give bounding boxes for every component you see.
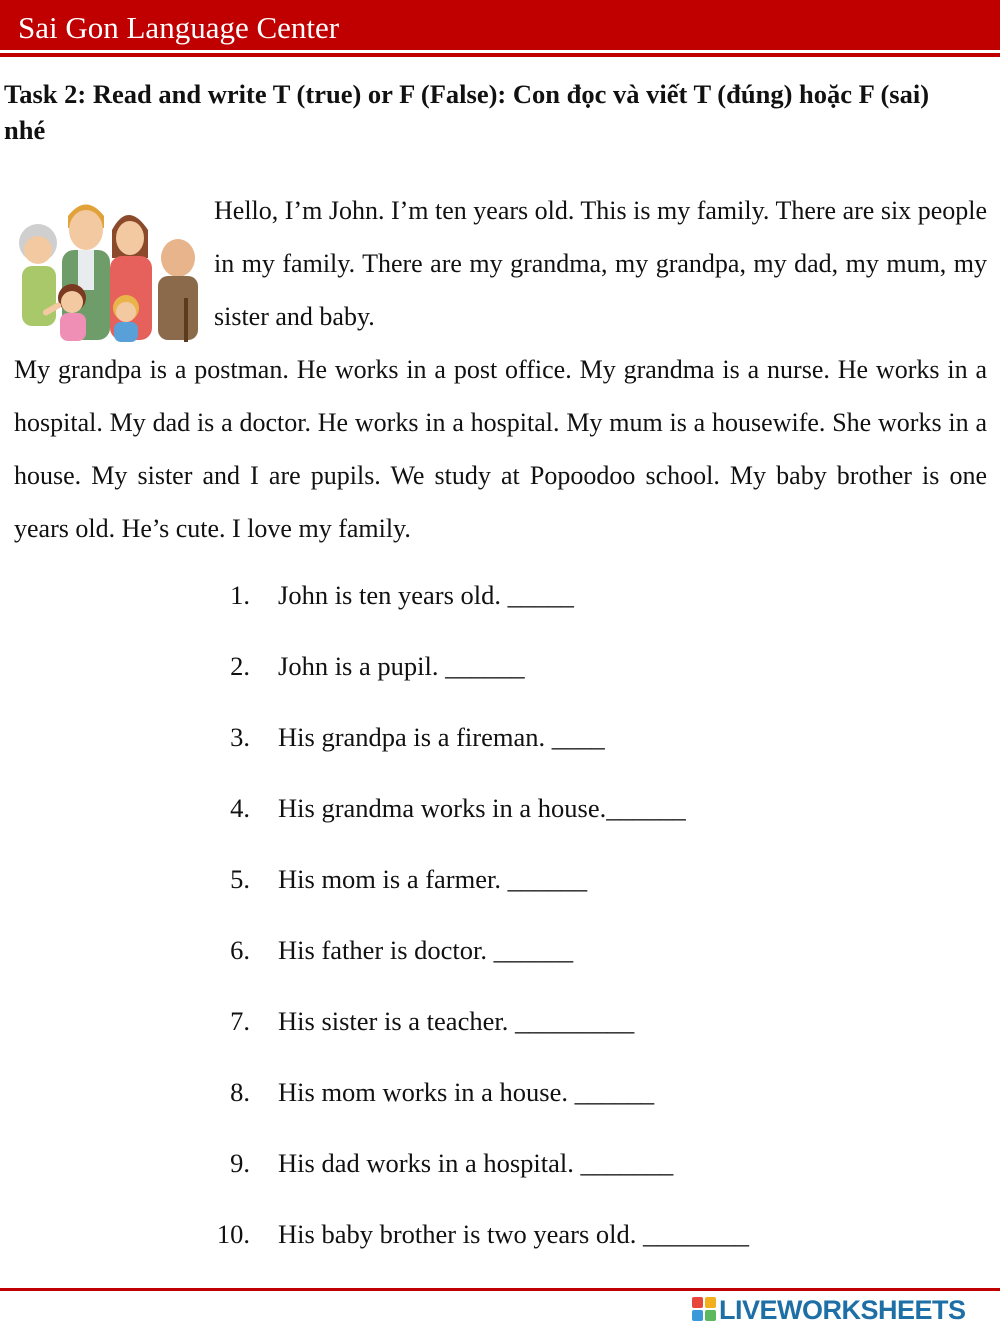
question-number: 2. xyxy=(230,651,250,681)
question-item xyxy=(0,788,1000,828)
reading-body: My grandpa is a postman. He works in a post office. My grandma is a nurse. He works in a hospital. My dad is a doctor. He works in a hospital. My mum is a housewife. She works in a house. My sister and I are pupils. We study at Popoodoo school. My baby brother is one years old. He’s cute. I love my family. xyxy=(14,355,987,543)
question-number: 8. xyxy=(230,1077,250,1107)
question-number: 6. xyxy=(230,935,250,965)
question-text[interactable]: His father is doctor. ______ xyxy=(278,935,574,965)
question-item xyxy=(0,1214,1000,1254)
task-heading: Task 2: Read and write T (true) or F (False): Con đọc và viết T (đúng) hoặc F (sai) nhé xyxy=(4,79,930,145)
question-number: 3. xyxy=(230,722,250,752)
center-title: Sai Gon Language Center xyxy=(18,10,340,45)
question-text[interactable]: His sister is a teacher. _________ xyxy=(278,1006,635,1036)
question-item xyxy=(0,859,1000,899)
footer-divider xyxy=(0,1288,1000,1291)
question-text[interactable]: His grandma works in a house.______ xyxy=(278,793,686,823)
brand-wordmark: LIVEWORKSHEETS xyxy=(719,1295,966,1325)
question-text[interactable]: His baby brother is two years old. ________ xyxy=(278,1219,750,1249)
question-item xyxy=(0,646,1000,686)
question-item xyxy=(0,1001,1000,1041)
question-number: 4. xyxy=(230,793,250,823)
question-text[interactable]: John is ten years old. _____ xyxy=(278,580,574,610)
family-illustration xyxy=(8,188,206,344)
question-item xyxy=(0,1143,1000,1183)
reading-intro: Hello, I’m John. I’m ten years old. This is my family. There are six people in my family. There are my grandma, my grandpa, my dad, my mum, my sister and baby. xyxy=(214,196,987,331)
question-text[interactable]: His mom is a farmer. ______ xyxy=(278,864,588,894)
question-number: 7. xyxy=(230,1006,250,1036)
header-divider xyxy=(0,53,1000,57)
grandpa-figure xyxy=(158,239,198,342)
liveworksheets-logo-icon xyxy=(692,1297,716,1321)
question-text[interactable]: His grandpa is a fireman. ____ xyxy=(278,722,605,752)
liveworksheets-brand[interactable] xyxy=(692,1292,992,1328)
question-text[interactable]: John is a pupil. ______ xyxy=(278,651,525,681)
question-number: 5. xyxy=(230,864,250,894)
question-text[interactable]: His dad works in a hospital. _______ xyxy=(278,1148,674,1178)
question-number: 10. xyxy=(216,1219,250,1249)
question-text[interactable]: His mom works in a house. ______ xyxy=(278,1077,655,1107)
question-item xyxy=(0,717,1000,757)
header-bar xyxy=(0,0,1000,50)
question-item xyxy=(0,1072,1000,1112)
question-number: 1. xyxy=(230,580,250,610)
question-item xyxy=(0,575,1000,615)
question-number: 9. xyxy=(230,1148,250,1178)
mum-figure xyxy=(110,215,152,340)
question-item xyxy=(0,930,1000,970)
